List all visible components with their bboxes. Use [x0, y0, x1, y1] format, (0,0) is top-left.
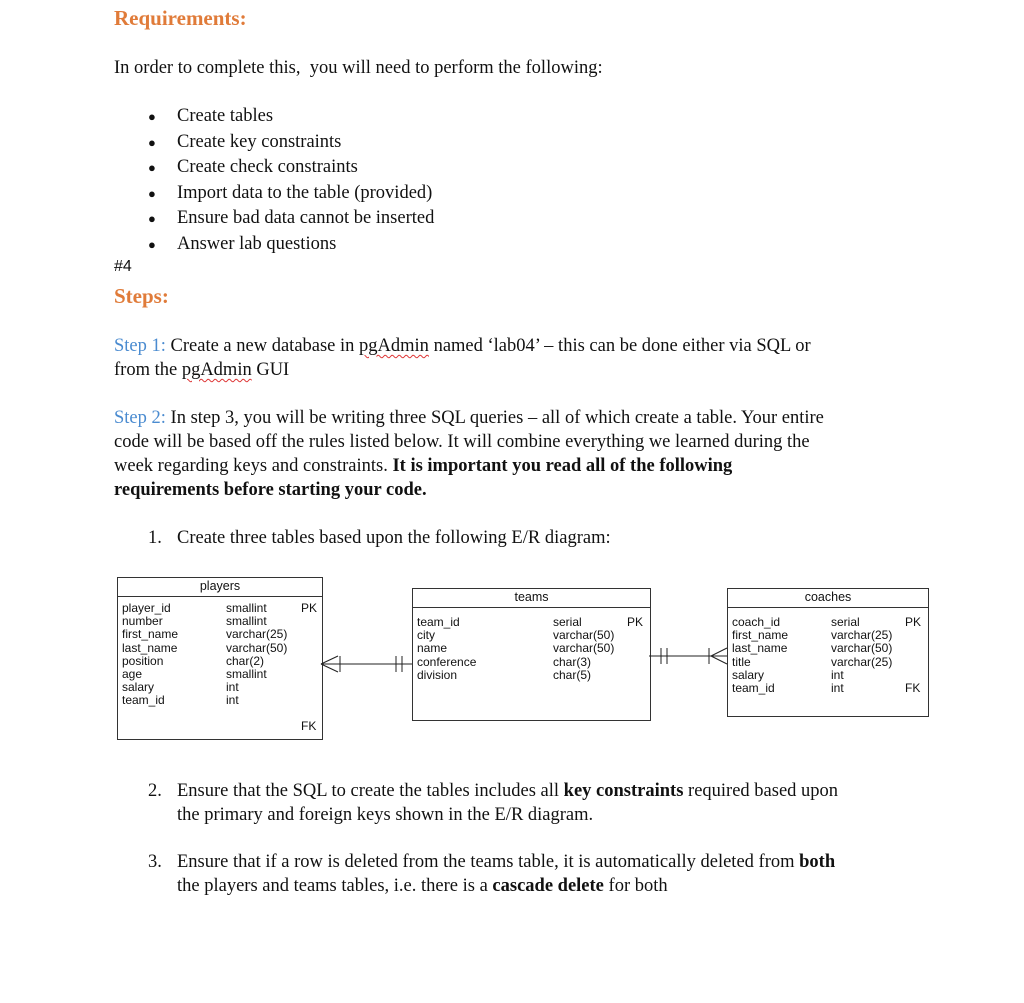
requirement-item: ● Create key constraints: [148, 130, 434, 156]
players-table-title: players: [118, 578, 322, 597]
teams-table: teams team_id city name conference division serial varchar(50) varchar(50) char(3) char(5) PK: [412, 588, 651, 721]
instruction-2: 2. Ensure that the SQL to create the tables includes all key constraints required based upon the primary and foreign keys shown in the E/R diagram.: [148, 781, 839, 825]
players-pk-label: PK: [301, 601, 318, 615]
instruction-1: 1. Create three tables based upon the following E/R diagram:: [148, 528, 611, 548]
pgadmin-term: pgAdmin: [181, 360, 252, 380]
requirement-item: ● Ensure bad data cannot be inserted: [148, 206, 434, 232]
teams-table-title: teams: [413, 589, 650, 608]
step-1: Step 1: Create a new database in pgAdmin named ‘lab04’ – this can be done either via SQL or from the pgAdmin GUI: [114, 336, 811, 380]
requirements-intro: In order to complete this, you will need to perform the following:: [114, 58, 603, 78]
step-2-label: Step 2:: [114, 408, 166, 428]
requirement-item: ● Import data to the table (provided): [148, 181, 434, 207]
pgadmin-term: pgAdmin: [359, 336, 429, 356]
coaches-table: coaches coach_id first_name last_name title salary team_id serial varchar(25) varchar(50) varchar(25) int int PK FK: [727, 588, 929, 717]
requirement-item: ● Answer lab questions: [148, 232, 434, 258]
players-fk-label: FK: [301, 719, 317, 733]
players-teams-relationship: [321, 656, 412, 672]
teams-coaches-relationship: [649, 648, 727, 664]
requirements-heading: Requirements:: [114, 6, 247, 30]
requirement-item: ● Create check constraints: [148, 155, 434, 181]
coaches-pk-label: PK: [905, 615, 922, 629]
step-2: Step 2: In step 3, you will be writing three SQL queries – all of which create a table. Your entire code will be based off the rules listed below. It will combine everything we learned during the week regarding keys and constraints. It is important you read all of the following requirements before starting your code.: [114, 408, 824, 500]
section-tag: #4: [114, 258, 132, 275]
coaches-table-title: coaches: [728, 589, 928, 608]
coaches-fk-label: FK: [905, 681, 921, 695]
instruction-3: 3. Ensure that if a row is deleted from the teams table, it is automatically deleted from both the players and teams tables, i.e. there is a cascade delete for both: [148, 852, 836, 896]
steps-heading: Steps:: [114, 284, 169, 308]
step-1-label: Step 1:: [114, 336, 166, 356]
requirement-item: ● Create tables: [148, 104, 434, 130]
players-table: players player_id number first_name last_name position age salary team_id smallint smallint varchar(25) varchar(50) char(2) smallint int int PK FK: [117, 577, 323, 740]
teams-pk-label: PK: [627, 615, 644, 629]
